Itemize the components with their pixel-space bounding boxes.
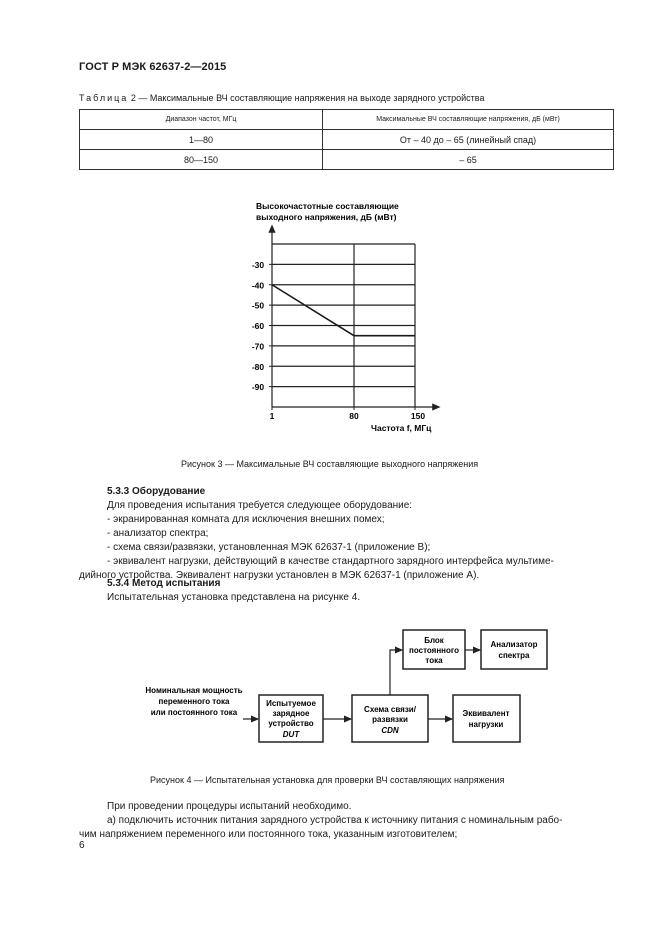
list-item: - эквивалент нагрузки, действующий в качестве стандартного зарядного интерфейса мультиме- [107,556,554,567]
list-item-continuation: чим напряжением переменного или постоянного тока, указанным изготовителем; [79,829,458,840]
chart-y-tick-label: -40 [251,280,265,291]
analyzer-box [481,630,547,669]
cdn-abbr: CDN [381,726,399,735]
table-header-voltage: Максимальные ВЧ составляющие напряжения, дБ (мВт) [323,110,614,130]
dc-label-line2: постоянного [409,646,459,655]
dut-label-line1: Испытуемое [266,699,316,708]
table-caption-text: 2 — Максимальные ВЧ составляющие напряжения на выходе зарядного устройства [130,93,485,103]
dc-label-line3: тока [425,656,443,665]
dc-label-line1: Блок [424,636,444,645]
dut-label-line3: устройство [268,719,314,728]
cdn-label-line2: развязки [372,715,408,724]
analyzer-label-line2: спектра [498,651,530,660]
analyzer-label-line1: Анализатор [490,640,538,649]
list-item: - схема связи/развязки, установленная МЭК 62637-1 (приложение В); [107,542,431,553]
table-cell: 80—150 [80,150,323,170]
document-header: ГОСТ Р МЭК 62637-2—2015 [79,61,227,73]
paragraph-line: Испытательная установка представлена на рисунке 4. [107,592,361,603]
chart-x-label: Частота f, МГц [371,423,432,433]
list-item-continuation: дийного устройства. Эквивалент нагрузки установлен в МЭК 62637-1 (приложение А). [79,570,480,581]
chart-y-tick-label: -70 [251,341,265,352]
section-5-3-3-heading: 5.3.3 Оборудование [107,486,206,497]
source-label-line1: Номинальная мощность [145,686,243,695]
table-caption-label: Таблица [79,93,129,103]
cdn-label-line1: Схема связи/ [364,705,416,714]
list-item: - экранированная комната для исключения внешних помех; [107,514,385,525]
paragraph-line: Для проведения испытания требуется следующее оборудование: [107,500,413,511]
chart-y-tick-label: -60 [251,321,265,331]
chart-y-tick-label: -80 [251,361,265,372]
paragraph-line: При проведении процедуры испытаний необходимо. [107,801,352,812]
source-label-line3: или постоянного тока [150,708,238,717]
load-label-line1: Эквивалент [462,709,510,718]
figure-4-caption: Рисунок 4 — Испытательная установка для проверки ВЧ составляющих напряжения [150,775,505,785]
chart-title-line2: выходного напряжения, дБ (мВт) [256,212,397,222]
list-item: а) подключить источник питания зарядного устройства к источнику питания с номинальным рабо- [107,815,563,826]
table-cell: – 65 [323,150,614,170]
load-label-line2: нагрузки [468,720,504,729]
chart-x-tick-label: 80 [349,411,359,421]
table-cell: 1—80 [80,130,323,150]
list-item: - анализатор спектра; [107,528,209,539]
dut-abbr: DUT [282,730,300,739]
chart-x-tick-label: 1 [269,411,275,421]
chart-y-tick-label: -90 [251,382,265,393]
load-box [453,695,520,742]
chart-x-tick-label: 150 [410,411,426,421]
table-cell: От – 40 до – 65 (линейный спад) [323,130,614,150]
arrow-cdn-to-dc [390,650,402,695]
chart-title-line1: Высокочастотные составляющие [256,201,399,211]
section-5-3-4-heading: 5.3.4 Метод испытания [107,578,221,589]
figure-3-caption: Рисунок 3 — Максимальные ВЧ составляющие выходного напряжения [181,459,479,469]
dut-label-line2: зарядное [272,709,310,718]
source-label-line2: переменного тока [158,697,230,706]
page-number: 6 [79,840,85,851]
table-header-freq: Диапазон частот, МГц [80,110,323,130]
chart-y-tick-label: -30 [251,259,265,270]
chart-y-tick-label: -50 [251,300,265,311]
